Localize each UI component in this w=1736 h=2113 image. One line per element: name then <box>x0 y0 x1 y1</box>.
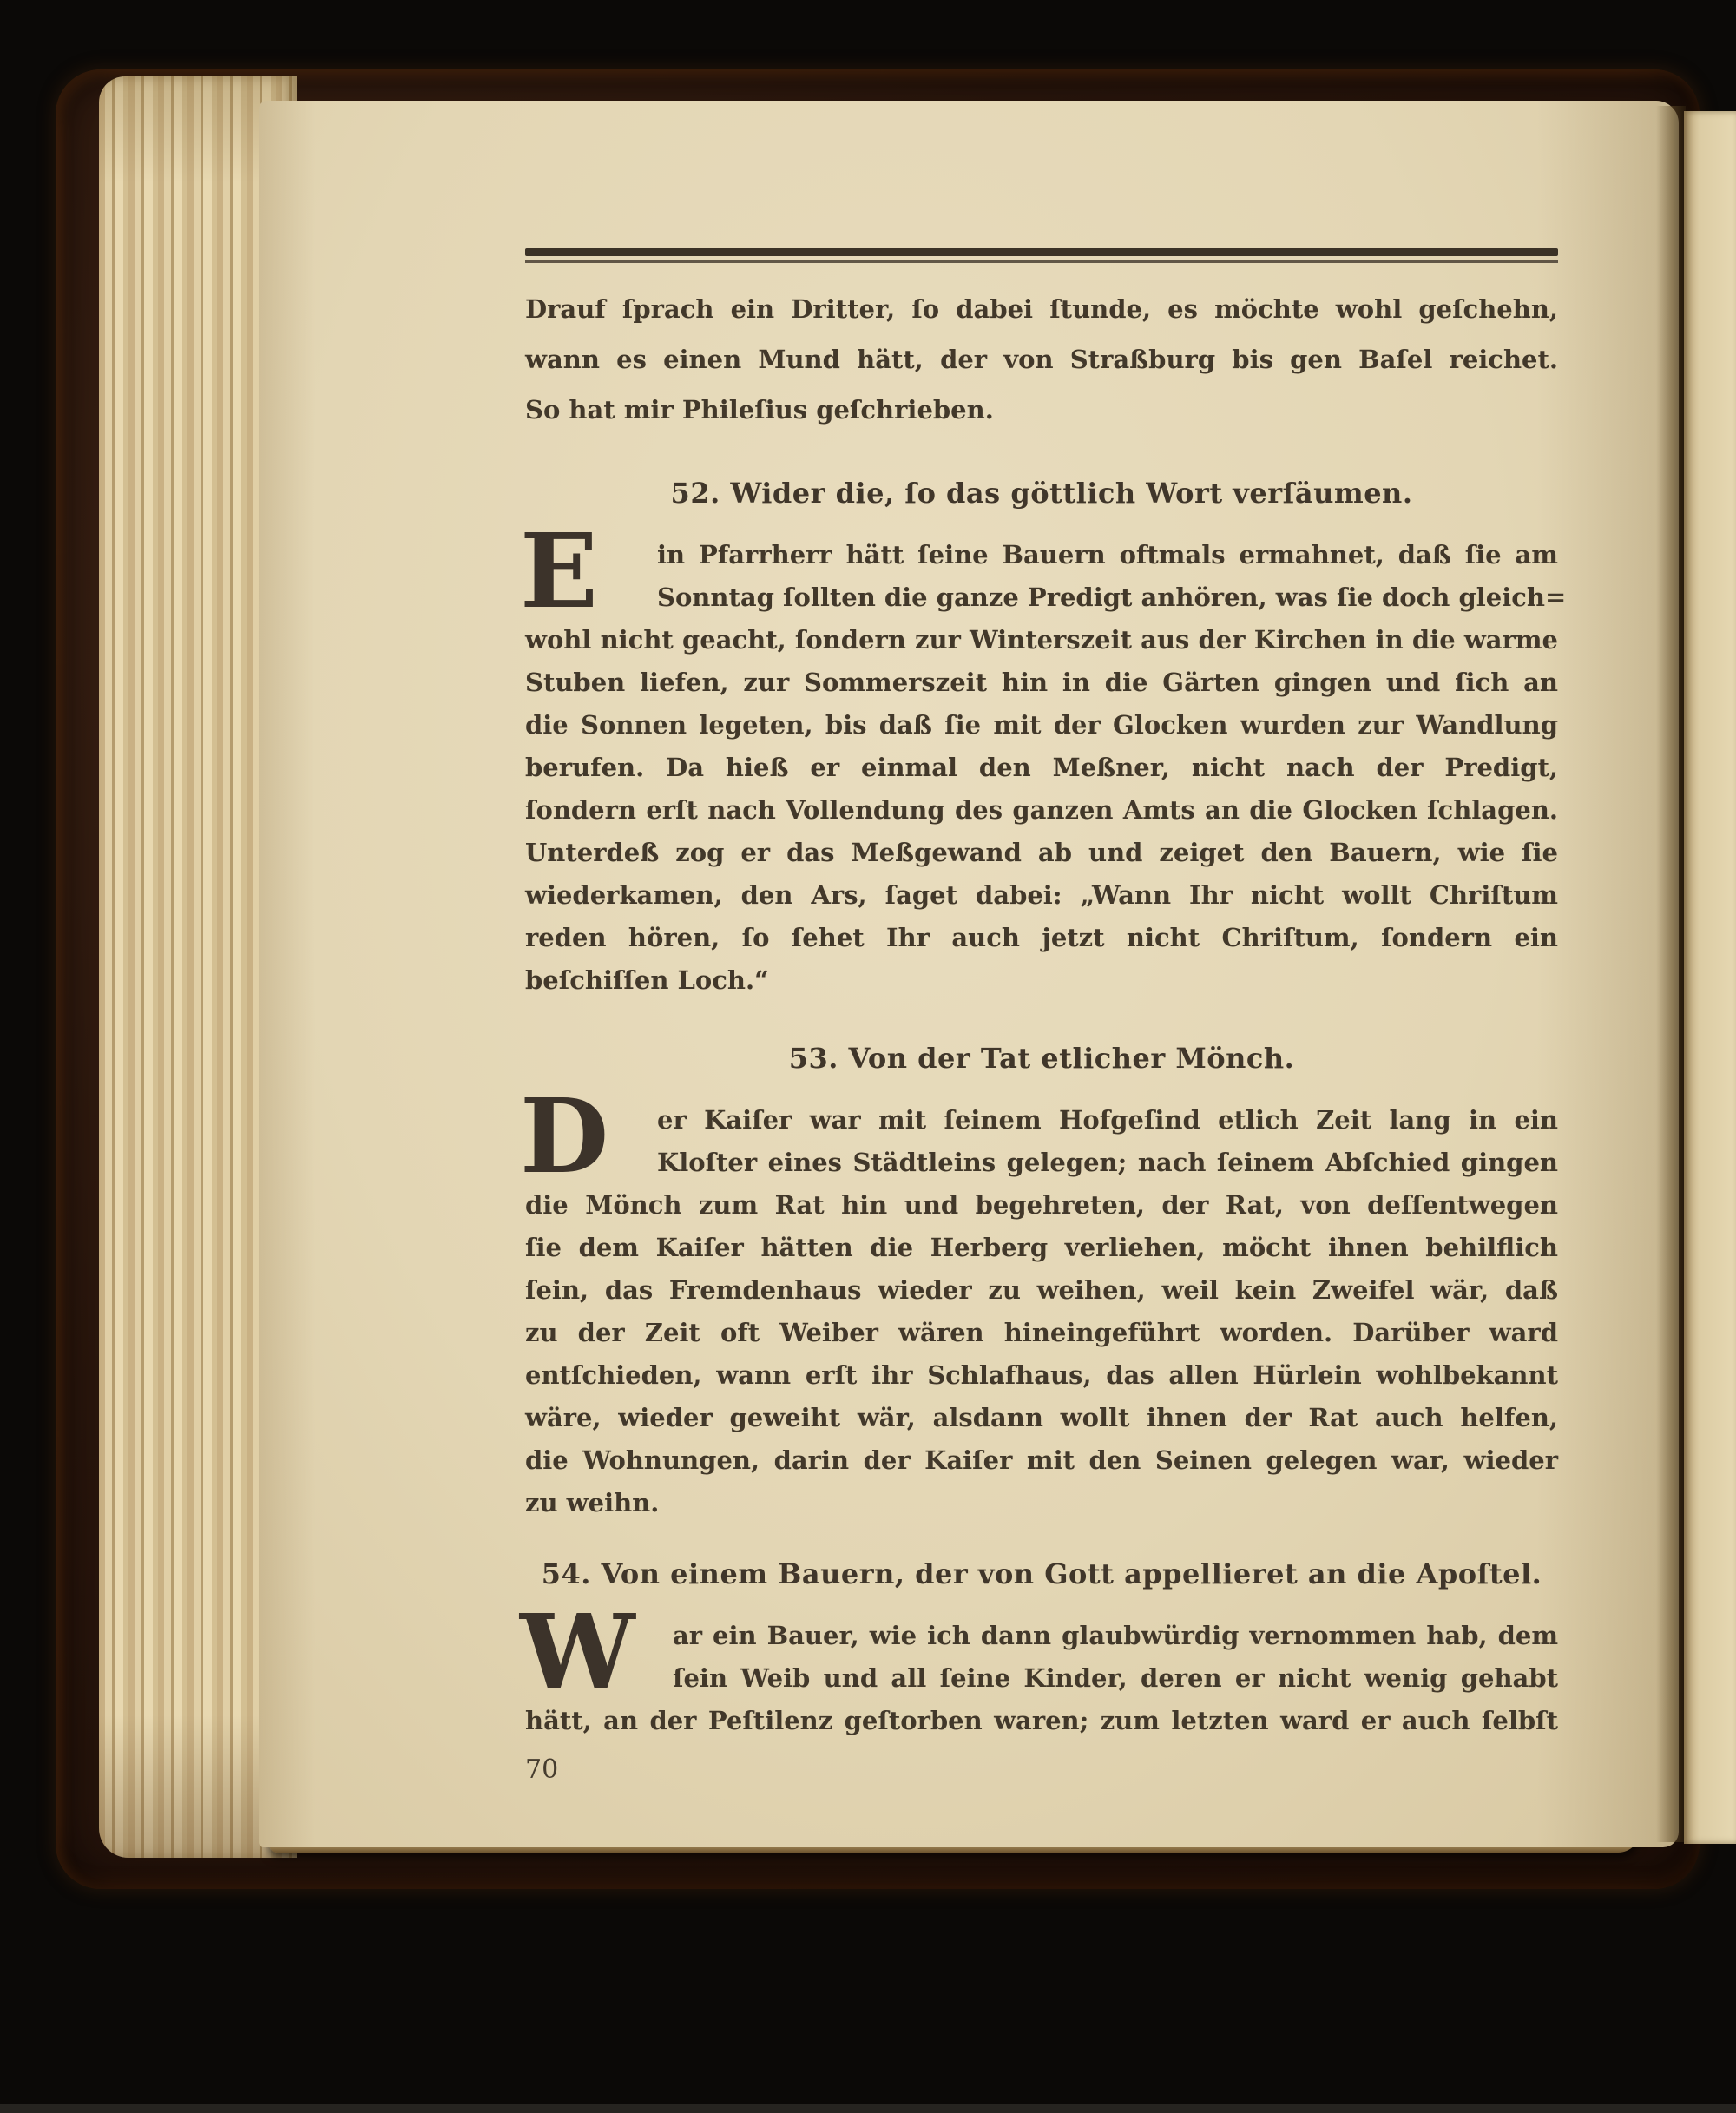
text-line: zu weihn. <box>525 1488 660 1517</box>
text-line: entſchieden, wann erſt ihr Schlafhaus, das allen Hürlein wohlbekannt <box>525 1360 1558 1390</box>
section-53-heading: 53. Von der Tat etlicher Mönch. <box>788 1042 1295 1075</box>
text-line: reden hören, ſo ſehet Ihr auch jetzt nicht Chriſtum, ſondern ein <box>525 923 1558 952</box>
text-line: ſein Weib und all ſeine Kinder, deren er nicht wenig gehabt <box>673 1663 1558 1693</box>
section-52-heading: 52. Wider die, ſo das göttlich Wort verſäumen. <box>670 477 1413 510</box>
text-line: Sonntag ſollten die ganze Predigt anhören, was ſie doch gleich= <box>657 583 1567 612</box>
text-line: in Pfarrherr hätt ſeine Bauern oftmals ermahnet, daß ſie am <box>657 540 1558 569</box>
text-line: wohl nicht geacht, ſondern zur Winterszeit aus der Kirchen in die warme <box>525 625 1558 655</box>
text-line: So hat mir Phileſius geſchrieben. <box>525 395 994 425</box>
section-53-paragraph <box>520 1076 1558 1524</box>
text-line: zu der Zeit oft Weiber wären hineingeführt worden. Darüber ward <box>525 1318 1558 1347</box>
text-line: die Wohnungen, darin der Kaiſer mit den Seinen gelegen war, wieder <box>525 1445 1558 1475</box>
intro-paragraph-lines <box>525 284 1558 435</box>
text-line: er Kaiſer war mit ſeinem Hofgeſind etlich Zeit lang in ein <box>657 1105 1558 1135</box>
text-line: beſchiſſen Loch.“ <box>525 965 769 995</box>
text-line: ar ein Bauer, wie ich dann glaubwürdig vernommen hab, dem <box>673 1621 1558 1650</box>
text-line: ſie dem Kaiſer hätten die Herberg verliehen, möcht ihnen behilflich <box>525 1233 1558 1262</box>
section-54-heading: 54. Von einem Bauern, der von Gott appellieret an die Apoſtel. <box>541 1557 1542 1590</box>
text-line: wann es einen Mund hätt, der von Straßburg bis gen Baſel reichet. <box>525 345 1558 374</box>
section-52-lines <box>525 534 1567 1002</box>
text-line: berufen. Da hieß er einmal den Meßner, nicht nach der Predigt, <box>525 753 1558 782</box>
text-line: wäre, wieder geweiht wär, alsdann wollt ihnen der Rat auch helfen, <box>525 1403 1558 1432</box>
text-line: die Mönch zum Rat hin und begehreten, der Rat, von deſſentwegen <box>525 1190 1558 1220</box>
text-line: Unterdeß zog er das Meßgewand ab und zeiget den Bauern, wie ſie <box>525 838 1558 867</box>
facing-page-edge <box>1684 111 1736 1844</box>
ornamental-double-rule <box>525 248 1558 263</box>
rule-thick-line <box>525 248 1558 256</box>
drop-cap-d: D <box>520 1076 609 1196</box>
section-54-lines <box>525 1615 1558 1742</box>
text-line: wiederkamen, den Ars, ſaget dabei: „Wann Ihr nicht wollt Chriſtum <box>525 880 1558 910</box>
section-54-paragraph <box>520 1591 1558 1742</box>
rule-thin-line <box>525 260 1558 263</box>
page-number: 70 <box>525 1754 559 1785</box>
text-line: hätt, an der Peſtilenz geſtorben waren; zum letzten ward er auch ſelbſt <box>525 1706 1558 1735</box>
scan-artifact-strip <box>0 2104 1736 2113</box>
book-page <box>259 101 1679 1847</box>
text-line: Stuben liefen, zur Sommerszeit hin in die Gärten gingen und ſich an <box>525 668 1558 697</box>
section-52-paragraph <box>520 510 1567 1002</box>
drop-cap-w: W <box>520 1591 635 1712</box>
text-line: Kloſter eines Städtleins gelegen; nach ſeinem Abſchied gingen <box>657 1148 1558 1177</box>
text-line: die Sonnen legeten, bis daß ſie mit der Glocken wurden zur Wandlung <box>525 710 1558 740</box>
text-line: ſondern erſt nach Vollendung des ganzen Amts an die Glocken ſchlagen. <box>525 795 1558 825</box>
drop-cap-e: E <box>520 510 598 631</box>
page-gutter-crease <box>1656 106 1686 1842</box>
section-53-lines <box>525 1099 1558 1524</box>
intro-paragraph <box>525 284 1558 435</box>
page-content <box>520 101 1567 1785</box>
text-line: Drauf ſprach ein Dritter, ſo dabei ſtunde, es möchte wohl geſchehn, <box>525 294 1558 324</box>
text-line: ſein, das Fremdenhaus wieder zu weihen, weil kein Zweifel wär, daß <box>525 1275 1558 1305</box>
